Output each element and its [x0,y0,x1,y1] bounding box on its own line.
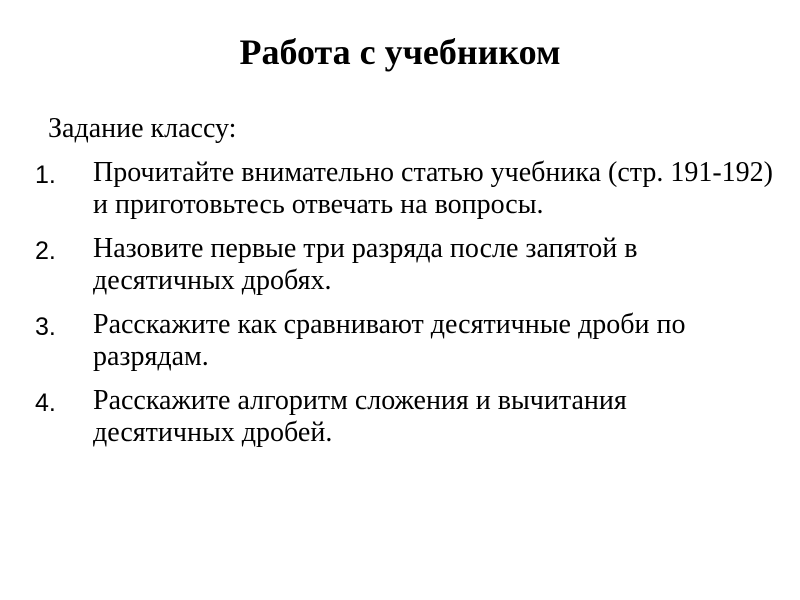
task-text: Назовите первые три разряда после запятой в десятичных дробях. [93,233,638,296]
task-item [0,385,800,449]
assignment-intro: Задание классу: [48,113,237,144]
task-item [0,157,800,221]
task-text: Прочитайте внимательно статью учебника (стр. 191-192) и приготовьтесь отвечать на вопросы. [93,157,773,220]
task-item [0,309,800,373]
task-number: 4. [35,389,56,417]
task-item [0,233,800,297]
task-number: 3. [35,313,56,341]
task-list [0,157,800,461]
task-text: Расскажите алгоритм сложения и вычитания десятичных дробей. [93,385,627,448]
task-number: 2. [35,237,56,265]
task-number: 1. [35,161,56,189]
slide-title: Работа с учебником [239,32,561,72]
task-text: Расскажите как сравнивают десятичные дроби по разрядам. [93,309,686,372]
